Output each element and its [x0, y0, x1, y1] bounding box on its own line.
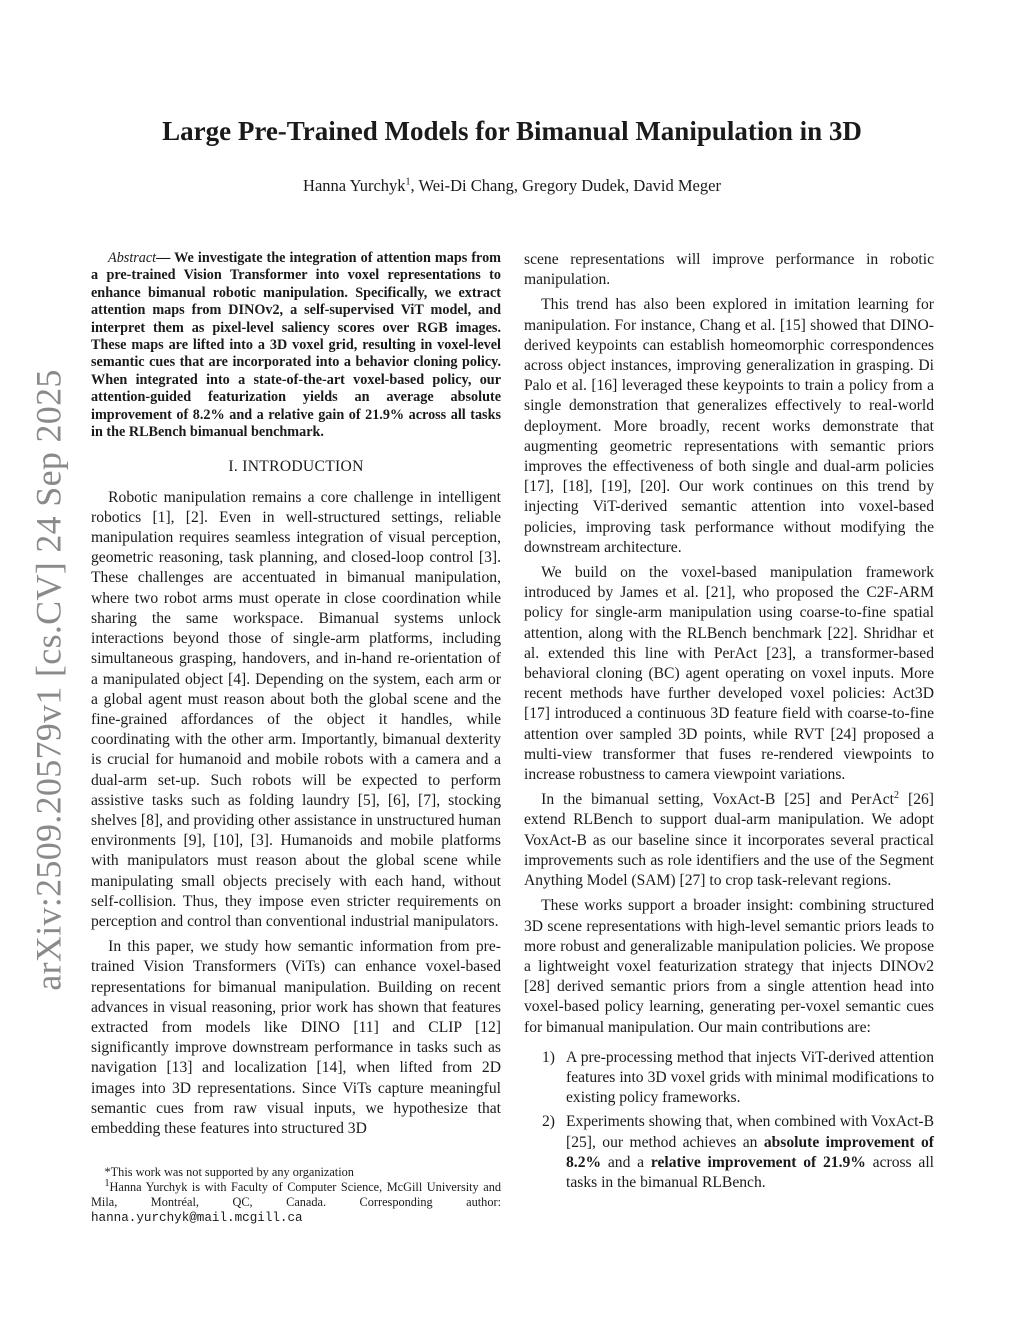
section-heading-introduction: I. INTRODUCTION [228, 458, 364, 476]
footnotes [91, 1165, 501, 1226]
bimanual-text-pre: In the bimanual setting, VoxAct-B [25] and PerAct [541, 791, 895, 809]
contribution-item-2 [524, 1112, 934, 1193]
contribution-text: A pre-processing method that injects ViT-derived attention features into 3D voxel grids with minimal modifications to existing policy frameworks. [566, 1048, 934, 1107]
contribution-number: 2) [542, 1113, 555, 1131]
contribution-item-1 [524, 1048, 934, 1109]
peract2-superscript: 2 [894, 790, 900, 802]
absolute-improvement: absolute improvement of 8.2% [566, 1133, 934, 1171]
abstract-text: — We investigate the integration of attention maps from a pre-trained Vision Transformer into voxel representations to enhance bimanual robotic manipulation. Specifically, we extract attention maps from DINOv2, a self-supervised ViT model, and interpret them as pixel-level saliency scores over RGB images. These maps are lifted into a 3D voxel grid, resulting in voxel-level semantic cues that are incorporated into a behavior cloning policy. When integrated into a state-of-the-art voxel-based policy, our attention-guided featurization yields an average absolute improvement of 8.2% and a relative gain of 21.9% across all tasks in the RLBench bimanual benchmark. [91, 250, 501, 441]
contribution-text [566, 1112, 934, 1193]
intro-paragraph-3: scene representations will improve performance in robotic manipulation. [524, 251, 934, 289]
intro-paragraph-4: This trend has also been explored in imitation learning for manipulation. For instance, Chang et al. [15] showed that DINO-derived keypoints can establish homeomorphic correspondences across object instances, improving generalization in grasping. Di Palo et al. [16] leveraged these keypoints to train a policy from a single demonstration that generalizes effectively to real-world deployment. More broadly, recent works demonstrate that augmenting geometric representations with semantic priors improves the effectiveness of both single and dual-arm policies [17], [18], [19], [20]. Our work continues on this trend by injecting ViT-derived semantic attention into voxel-based policies, improving task performance without modifying the downstream architecture. [524, 296, 934, 556]
paper-title: Large Pre-Trained Models for Bimanual Manipulation in 3D [162, 116, 862, 146]
author-list [0, 176, 1024, 196]
corresponding-email: hanna.yurchyk@mail.mcgill.ca [91, 1211, 303, 1225]
bimanual-text-post: [26] extend RLBench to support dual-arm manipulation. We adopt VoxAct-B as our baseline since it incorporates several practical improvements such as role identifiers and the use of the Segment Anything Model (SAM) [27] to crop task-relevant regions. [524, 791, 934, 890]
author-first-affiliation: 1 [405, 176, 411, 188]
contributions-list [524, 1048, 934, 1193]
right-column [524, 250, 934, 1197]
intro-paragraph-5: We build on the voxel-based manipulation framework introduced by James et al. [21], who proposed the C2F-ARM policy for single-arm manipulation using coarse-to-fine spatial attention, along with the RLBench benchmark [22]. Shridhar et al. extended this line with PerAct [23], a transformer-based behavioral cloning (BC) agent operating on voxel inputs. More recent methods have further developed voxel policies: Act3D [17] introduced a continuous 3D feature field with coarse-to-fine attention over sampled 3D points, while RVT [24] proposed a multi-view transformer that fuses re-rendered viewpoints to increase robustness to camera viewpoint variations. [524, 564, 934, 784]
author-rest: , Wei-Di Chang, Gregory Dudek, David Meger [410, 176, 721, 195]
contribution-number: 1) [542, 1048, 555, 1066]
contribution-text-pre: Experiments showing that, when combined with VoxAct-B [25], our method achieves an [566, 1113, 934, 1151]
author-first: Hanna Yurchyk [303, 176, 406, 195]
left-column [91, 250, 501, 1144]
relative-improvement: relative improvement of 21.9% [650, 1153, 866, 1171]
abstract [91, 250, 501, 441]
intro-paragraph-1: Robotic manipulation remains a core challenge in intelligent robotics [1], [2]. Even in well-structured settings, reliable manipulation requires seamless integration of visual perception, geometric reasoning, task planning, and closed-loop control [3]. These challenges are accentuated in bimanual manipulation, where two robot arms must operate in close coordination while sharing the same workspace. Bimanual systems unlock interactions beyond those of single-arm platforms, including simultaneous grasping, handovers, and in-hand re-orientation of a manipulated object [4]. Depending on the system, each arm or a global agent must reason about both the global scene and the fine-grained affordances of the object it handles, while coordinating with the other arm. Importantly, bimanual dexterity is crucial for humanoid and mobile robots with a camera and a dual-arm set-up. Such robots will be expected to perform assistive tasks such as folding laundry [5], [6], [7], stocking shelves [8], and providing other assistance in unstructured human environments [9], [10], [3]. Humanoids and mobile platforms with manipulators must reason about the global scene while manipulating small objects precisely with each hand, without self-collision. Thus, they impose even stricter requirements on perception and control than conventional industrial manipulators. [91, 488, 501, 930]
arxiv-identifier [14, 370, 84, 990]
abstract-label: Abstract [108, 250, 157, 266]
arxiv-id-text: arXiv:2509.20579v1 [cs.CV] 24 Sep 2025 [29, 369, 69, 991]
footnote-affiliation-mark: 1 [104, 1177, 110, 1189]
footnote-affiliation-text: Hanna Yurchyk is with Faculty of Computer Science, McGill University and Mila, Montréal, QC, Canada. Corresponding author: [91, 1180, 501, 1209]
intro-paragraph-insight: These works support a broader insight: combining structured 3D scene representations with high-level semantic priors leads to more robust and generalizable manipulation policies. We propose a lightweight voxel featurization strategy that injects DINOv2 [28] derived semantic priors from a single attention head into voxel-based policy learning, generating per-voxel semantic cues for bimanual manipulation. Our main contributions are: [524, 897, 934, 1036]
contribution-text-post: across all tasks in the bimanual RLBench. [566, 1153, 934, 1191]
footnote-funding: *This work was not supported by any organization [104, 1165, 354, 1179]
intro-paragraph-bimanual [524, 790, 934, 891]
intro-paragraph-2: In this paper, we study how semantic information from pre-trained Vision Transformers (ViTs) can enhance voxel-based representations for bimanual manipulation. Building on recent advances in visual reasoning, prior work has shown that features extracted from models like DINO [11] and CLIP [12] significantly improve downstream performance in tasks such as navigation [13] and localization [14], when lifted from 2D images into 3D representations. Since ViTs capture meaningful semantic cues from raw visual inputs, we hypothesize that embedding these features into structured 3D [91, 938, 501, 1137]
contribution-text-mid: and a [601, 1153, 651, 1171]
footnote-affiliation [91, 1177, 501, 1226]
